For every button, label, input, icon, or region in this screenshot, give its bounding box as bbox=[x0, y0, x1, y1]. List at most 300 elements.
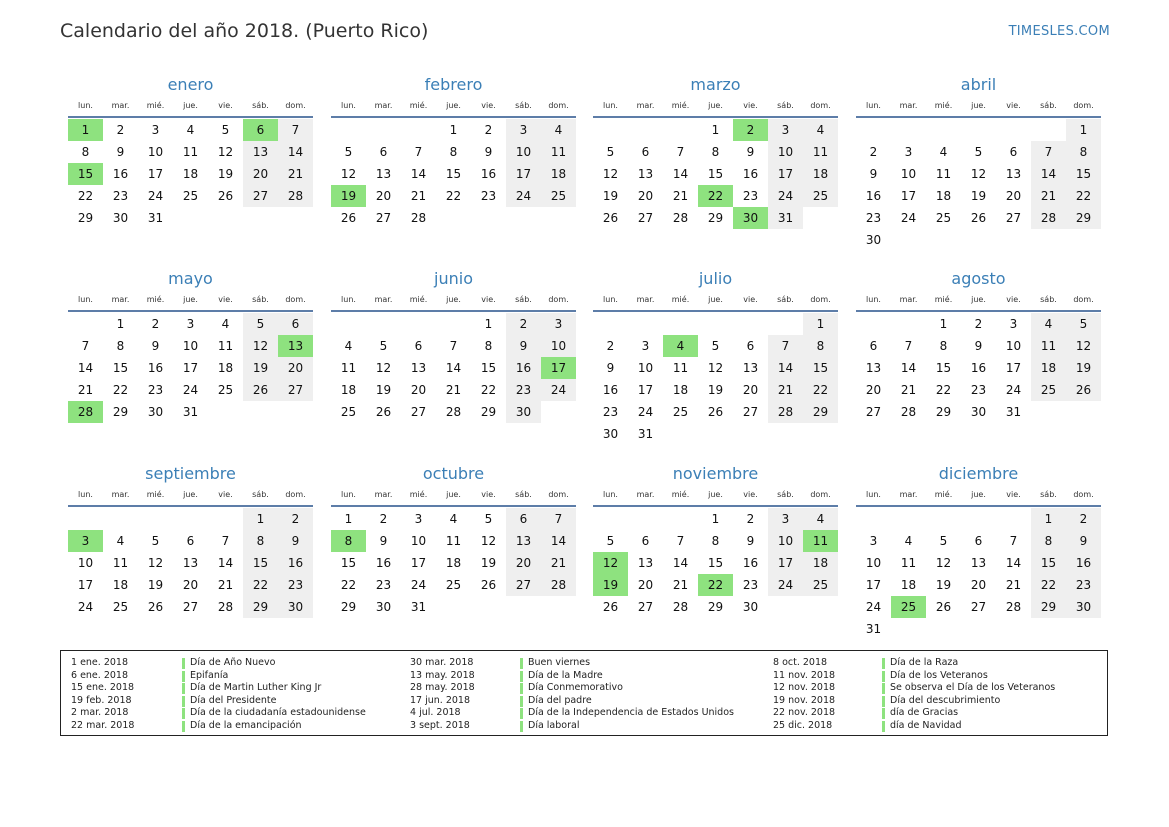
day-cell[interactable]: 19 bbox=[480, 556, 497, 570]
day-cell[interactable]: 2 bbox=[869, 145, 878, 159]
day-cell[interactable]: 15 bbox=[243, 552, 278, 574]
day-cell[interactable]: 1 bbox=[711, 123, 720, 137]
day-cell[interactable]: 24 bbox=[147, 189, 164, 203]
day-cell[interactable]: 7 bbox=[1031, 141, 1066, 163]
day-cell[interactable]: 17 bbox=[506, 163, 541, 185]
day-cell[interactable]: 15 bbox=[803, 357, 838, 379]
day-cell[interactable]: 3 bbox=[414, 512, 423, 526]
day-cell[interactable]: 15 bbox=[1031, 552, 1066, 574]
day-cell[interactable]: 3 bbox=[641, 339, 650, 353]
day-cell[interactable]: 31 bbox=[147, 211, 164, 225]
day-cell[interactable]: 25 bbox=[445, 578, 462, 592]
day-cell[interactable]: 5 bbox=[151, 534, 160, 548]
day-cell[interactable]: 22 bbox=[803, 379, 838, 401]
day-cell[interactable]: 6 bbox=[641, 534, 650, 548]
day-cell[interactable]: 11 bbox=[1031, 335, 1066, 357]
day-cell[interactable]: 19 bbox=[243, 357, 278, 379]
day-cell[interactable]: 23 bbox=[1066, 574, 1101, 596]
day-cell[interactable]: 14 bbox=[541, 530, 576, 552]
day-cell[interactable]: 29 bbox=[480, 405, 497, 419]
day-cell[interactable]: 17 bbox=[637, 383, 654, 397]
day-cell[interactable]: 9 bbox=[151, 339, 160, 353]
day-cell[interactable]: 18 bbox=[900, 578, 917, 592]
day-cell[interactable]: 30 bbox=[970, 405, 987, 419]
day-cell[interactable]: 26 bbox=[147, 600, 164, 614]
day-cell[interactable]: 18 bbox=[340, 383, 357, 397]
day-cell[interactable]: 4 bbox=[541, 119, 576, 141]
day-cell[interactable]: 16 bbox=[506, 357, 541, 379]
day-cell[interactable]: 26 bbox=[970, 211, 987, 225]
day-cell[interactable]: 10 bbox=[768, 141, 803, 163]
day-cell[interactable]: 24 bbox=[900, 211, 917, 225]
day-cell[interactable]: 19 bbox=[147, 578, 164, 592]
day-cell[interactable]: 8 bbox=[484, 339, 493, 353]
day-cell[interactable]: 1 bbox=[711, 512, 720, 526]
holiday-day-cell[interactable]: 13 bbox=[278, 335, 313, 357]
day-cell[interactable]: 5 bbox=[974, 145, 983, 159]
day-cell[interactable]: 25 bbox=[803, 574, 838, 596]
day-cell[interactable]: 11 bbox=[672, 361, 689, 375]
holiday-day-cell[interactable]: 25 bbox=[891, 596, 926, 618]
day-cell[interactable]: 11 bbox=[935, 167, 952, 181]
day-cell[interactable]: 1 bbox=[243, 508, 278, 530]
day-cell[interactable]: 5 bbox=[1066, 313, 1101, 335]
day-cell[interactable]: 22 bbox=[1031, 574, 1066, 596]
holiday-day-cell[interactable]: 28 bbox=[68, 401, 103, 423]
day-cell[interactable]: 27 bbox=[506, 574, 541, 596]
day-cell[interactable]: 19 bbox=[1066, 357, 1101, 379]
day-cell[interactable]: 14 bbox=[445, 361, 462, 375]
day-cell[interactable]: 15 bbox=[445, 167, 462, 181]
day-cell[interactable]: 14 bbox=[278, 141, 313, 163]
day-cell[interactable]: 22 bbox=[480, 383, 497, 397]
day-cell[interactable]: 7 bbox=[414, 145, 423, 159]
day-cell[interactable]: 8 bbox=[711, 145, 720, 159]
day-cell[interactable]: 30 bbox=[278, 596, 313, 618]
day-cell[interactable]: 10 bbox=[865, 556, 882, 570]
day-cell[interactable]: 8 bbox=[939, 339, 948, 353]
day-cell[interactable]: 24 bbox=[410, 578, 427, 592]
day-cell[interactable]: 10 bbox=[506, 141, 541, 163]
day-cell[interactable]: 20 bbox=[1005, 189, 1022, 203]
day-cell[interactable]: 12 bbox=[480, 534, 497, 548]
day-cell[interactable]: 30 bbox=[1066, 596, 1101, 618]
day-cell[interactable]: 12 bbox=[243, 335, 278, 357]
day-cell[interactable]: 8 bbox=[711, 534, 720, 548]
day-cell[interactable]: 26 bbox=[935, 600, 952, 614]
day-cell[interactable]: 13 bbox=[865, 361, 882, 375]
day-cell[interactable]: 19 bbox=[602, 189, 619, 203]
day-cell[interactable]: 27 bbox=[742, 405, 759, 419]
day-cell[interactable]: 11 bbox=[182, 145, 199, 159]
day-cell[interactable]: 4 bbox=[803, 119, 838, 141]
day-cell[interactable]: 20 bbox=[243, 163, 278, 185]
day-cell[interactable]: 2 bbox=[974, 317, 983, 331]
day-cell[interactable]: 22 bbox=[340, 578, 357, 592]
day-cell[interactable]: 18 bbox=[803, 163, 838, 185]
day-cell[interactable]: 31 bbox=[637, 427, 654, 441]
day-cell[interactable]: 17 bbox=[900, 189, 917, 203]
day-cell[interactable]: 28 bbox=[672, 211, 689, 225]
day-cell[interactable]: 17 bbox=[768, 163, 803, 185]
day-cell[interactable]: 24 bbox=[182, 383, 199, 397]
day-cell[interactable]: 20 bbox=[410, 383, 427, 397]
day-cell[interactable]: 16 bbox=[147, 361, 164, 375]
day-cell[interactable]: 27 bbox=[1005, 211, 1022, 225]
day-cell[interactable]: 17 bbox=[182, 361, 199, 375]
day-cell[interactable]: 26 bbox=[480, 578, 497, 592]
day-cell[interactable]: 13 bbox=[1005, 167, 1022, 181]
day-cell[interactable]: 27 bbox=[375, 211, 392, 225]
day-cell[interactable]: 3 bbox=[151, 123, 160, 137]
day-cell[interactable]: 28 bbox=[1005, 600, 1022, 614]
day-cell[interactable]: 25 bbox=[340, 405, 357, 419]
day-cell[interactable]: 6 bbox=[379, 145, 388, 159]
day-cell[interactable]: 6 bbox=[414, 339, 423, 353]
day-cell[interactable]: 15 bbox=[340, 556, 357, 570]
day-cell[interactable]: 25 bbox=[803, 185, 838, 207]
day-cell[interactable]: 11 bbox=[803, 141, 838, 163]
day-cell[interactable]: 19 bbox=[375, 383, 392, 397]
day-cell[interactable]: 23 bbox=[506, 379, 541, 401]
day-cell[interactable]: 15 bbox=[707, 556, 724, 570]
holiday-day-cell[interactable]: 30 bbox=[733, 207, 768, 229]
day-cell[interactable]: 17 bbox=[865, 578, 882, 592]
day-cell[interactable]: 16 bbox=[480, 167, 497, 181]
day-cell[interactable]: 4 bbox=[449, 512, 458, 526]
day-cell[interactable]: 19 bbox=[707, 383, 724, 397]
day-cell[interactable]: 7 bbox=[904, 339, 913, 353]
day-cell[interactable]: 4 bbox=[939, 145, 948, 159]
site-link[interactable]: TIMESLES.COM bbox=[1008, 24, 1110, 39]
day-cell[interactable]: 2 bbox=[379, 512, 388, 526]
day-cell[interactable]: 20 bbox=[742, 383, 759, 397]
day-cell[interactable]: 18 bbox=[935, 189, 952, 203]
day-cell[interactable]: 3 bbox=[1009, 317, 1018, 331]
day-cell[interactable]: 9 bbox=[484, 145, 493, 159]
day-cell[interactable]: 12 bbox=[375, 361, 392, 375]
day-cell[interactable]: 14 bbox=[768, 357, 803, 379]
day-cell[interactable]: 1 bbox=[939, 317, 948, 331]
day-cell[interactable]: 20 bbox=[865, 383, 882, 397]
day-cell[interactable]: 20 bbox=[637, 189, 654, 203]
day-cell[interactable]: 12 bbox=[217, 145, 234, 159]
day-cell[interactable]: 29 bbox=[112, 405, 129, 419]
holiday-day-cell[interactable]: 22 bbox=[698, 185, 733, 207]
day-cell[interactable]: 28 bbox=[445, 405, 462, 419]
day-cell[interactable]: 16 bbox=[112, 167, 129, 181]
day-cell[interactable]: 21 bbox=[410, 189, 427, 203]
day-cell[interactable]: 14 bbox=[410, 167, 427, 181]
day-cell[interactable]: 23 bbox=[742, 578, 759, 592]
day-cell[interactable]: 5 bbox=[711, 339, 720, 353]
day-cell[interactable]: 28 bbox=[900, 405, 917, 419]
day-cell[interactable]: 13 bbox=[506, 530, 541, 552]
day-cell[interactable]: 8 bbox=[116, 339, 125, 353]
day-cell[interactable]: 9 bbox=[869, 167, 878, 181]
day-cell[interactable]: 28 bbox=[278, 185, 313, 207]
day-cell[interactable]: 6 bbox=[869, 339, 878, 353]
day-cell[interactable]: 24 bbox=[506, 185, 541, 207]
day-cell[interactable]: 14 bbox=[77, 361, 94, 375]
day-cell[interactable]: 14 bbox=[1005, 556, 1022, 570]
day-cell[interactable]: 2 bbox=[278, 508, 313, 530]
day-cell[interactable]: 23 bbox=[112, 189, 129, 203]
day-cell[interactable]: 7 bbox=[221, 534, 230, 548]
day-cell[interactable]: 29 bbox=[1031, 596, 1066, 618]
day-cell[interactable]: 5 bbox=[221, 123, 230, 137]
holiday-day-cell[interactable]: 6 bbox=[243, 119, 278, 141]
day-cell[interactable]: 13 bbox=[637, 167, 654, 181]
day-cell[interactable]: 8 bbox=[449, 145, 458, 159]
day-cell[interactable]: 15 bbox=[935, 361, 952, 375]
day-cell[interactable]: 15 bbox=[1066, 163, 1101, 185]
day-cell[interactable]: 2 bbox=[606, 339, 615, 353]
day-cell[interactable]: 29 bbox=[803, 401, 838, 423]
day-cell[interactable]: 23 bbox=[602, 405, 619, 419]
day-cell[interactable]: 21 bbox=[1005, 578, 1022, 592]
day-cell[interactable]: 30 bbox=[865, 233, 882, 247]
day-cell[interactable]: 23 bbox=[147, 383, 164, 397]
day-cell[interactable]: 11 bbox=[900, 556, 917, 570]
day-cell[interactable]: 20 bbox=[375, 189, 392, 203]
day-cell[interactable]: 11 bbox=[340, 361, 357, 375]
day-cell[interactable]: 11 bbox=[541, 141, 576, 163]
holiday-day-cell[interactable]: 15 bbox=[68, 163, 103, 185]
day-cell[interactable]: 17 bbox=[768, 552, 803, 574]
day-cell[interactable]: 24 bbox=[1005, 383, 1022, 397]
day-cell[interactable]: 20 bbox=[637, 578, 654, 592]
day-cell[interactable]: 3 bbox=[506, 119, 541, 141]
day-cell[interactable]: 21 bbox=[77, 383, 94, 397]
day-cell[interactable]: 4 bbox=[221, 317, 230, 331]
day-cell[interactable]: 12 bbox=[935, 556, 952, 570]
day-cell[interactable]: 28 bbox=[217, 600, 234, 614]
day-cell[interactable]: 18 bbox=[217, 361, 234, 375]
day-cell[interactable]: 22 bbox=[112, 383, 129, 397]
day-cell[interactable]: 2 bbox=[484, 123, 493, 137]
day-cell[interactable]: 12 bbox=[340, 167, 357, 181]
day-cell[interactable]: 7 bbox=[81, 339, 90, 353]
day-cell[interactable]: 9 bbox=[746, 145, 755, 159]
day-cell[interactable]: 16 bbox=[865, 189, 882, 203]
day-cell[interactable]: 27 bbox=[243, 185, 278, 207]
day-cell[interactable]: 26 bbox=[340, 211, 357, 225]
day-cell[interactable]: 6 bbox=[746, 339, 755, 353]
day-cell[interactable]: 25 bbox=[112, 600, 129, 614]
day-cell[interactable]: 21 bbox=[900, 383, 917, 397]
day-cell[interactable]: 18 bbox=[803, 552, 838, 574]
day-cell[interactable]: 26 bbox=[602, 211, 619, 225]
day-cell[interactable]: 7 bbox=[449, 339, 458, 353]
day-cell[interactable]: 3 bbox=[186, 317, 195, 331]
day-cell[interactable]: 20 bbox=[506, 552, 541, 574]
day-cell[interactable]: 16 bbox=[375, 556, 392, 570]
day-cell[interactable]: 25 bbox=[182, 189, 199, 203]
day-cell[interactable]: 25 bbox=[935, 211, 952, 225]
day-cell[interactable]: 17 bbox=[1005, 361, 1022, 375]
day-cell[interactable]: 4 bbox=[803, 508, 838, 530]
day-cell[interactable]: 7 bbox=[768, 335, 803, 357]
day-cell[interactable]: 13 bbox=[375, 167, 392, 181]
day-cell[interactable]: 24 bbox=[768, 185, 803, 207]
day-cell[interactable]: 12 bbox=[707, 361, 724, 375]
day-cell[interactable]: 23 bbox=[480, 189, 497, 203]
day-cell[interactable]: 21 bbox=[278, 163, 313, 185]
day-cell[interactable]: 29 bbox=[1066, 207, 1101, 229]
day-cell[interactable]: 31 bbox=[768, 207, 803, 229]
day-cell[interactable]: 14 bbox=[672, 556, 689, 570]
day-cell[interactable]: 25 bbox=[217, 383, 234, 397]
day-cell[interactable]: 7 bbox=[676, 534, 685, 548]
day-cell[interactable]: 27 bbox=[410, 405, 427, 419]
day-cell[interactable]: 23 bbox=[278, 574, 313, 596]
day-cell[interactable]: 18 bbox=[672, 383, 689, 397]
day-cell[interactable]: 30 bbox=[147, 405, 164, 419]
day-cell[interactable]: 10 bbox=[541, 335, 576, 357]
day-cell[interactable]: 30 bbox=[602, 427, 619, 441]
day-cell[interactable]: 23 bbox=[742, 189, 759, 203]
day-cell[interactable]: 15 bbox=[707, 167, 724, 181]
day-cell[interactable]: 2 bbox=[506, 313, 541, 335]
day-cell[interactable]: 27 bbox=[637, 600, 654, 614]
day-cell[interactable]: 5 bbox=[344, 145, 353, 159]
day-cell[interactable]: 17 bbox=[147, 167, 164, 181]
day-cell[interactable]: 8 bbox=[243, 530, 278, 552]
day-cell[interactable]: 31 bbox=[182, 405, 199, 419]
day-cell[interactable]: 13 bbox=[637, 556, 654, 570]
day-cell[interactable]: 8 bbox=[1031, 530, 1066, 552]
day-cell[interactable]: 22 bbox=[1066, 185, 1101, 207]
day-cell[interactable]: 3 bbox=[904, 145, 913, 159]
day-cell[interactable]: 11 bbox=[217, 339, 234, 353]
day-cell[interactable]: 24 bbox=[865, 600, 882, 614]
day-cell[interactable]: 9 bbox=[606, 361, 615, 375]
day-cell[interactable]: 6 bbox=[186, 534, 195, 548]
day-cell[interactable]: 24 bbox=[77, 600, 94, 614]
day-cell[interactable]: 8 bbox=[81, 145, 90, 159]
day-cell[interactable]: 18 bbox=[445, 556, 462, 570]
day-cell[interactable]: 21 bbox=[445, 383, 462, 397]
day-cell[interactable]: 23 bbox=[375, 578, 392, 592]
day-cell[interactable]: 25 bbox=[1031, 379, 1066, 401]
day-cell[interactable]: 29 bbox=[77, 211, 94, 225]
holiday-day-cell[interactable]: 19 bbox=[593, 574, 628, 596]
day-cell[interactable]: 14 bbox=[672, 167, 689, 181]
day-cell[interactable]: 8 bbox=[803, 335, 838, 357]
holiday-day-cell[interactable]: 17 bbox=[541, 357, 576, 379]
day-cell[interactable]: 27 bbox=[278, 379, 313, 401]
day-cell[interactable]: 27 bbox=[637, 211, 654, 225]
day-cell[interactable]: 26 bbox=[602, 600, 619, 614]
day-cell[interactable]: 13 bbox=[742, 361, 759, 375]
day-cell[interactable]: 26 bbox=[243, 379, 278, 401]
day-cell[interactable]: 6 bbox=[1009, 145, 1018, 159]
day-cell[interactable]: 31 bbox=[410, 600, 427, 614]
holiday-day-cell[interactable]: 4 bbox=[663, 335, 698, 357]
day-cell[interactable]: 30 bbox=[112, 211, 129, 225]
day-cell[interactable]: 16 bbox=[1066, 552, 1101, 574]
day-cell[interactable]: 30 bbox=[375, 600, 392, 614]
day-cell[interactable]: 27 bbox=[182, 600, 199, 614]
day-cell[interactable]: 21 bbox=[672, 578, 689, 592]
day-cell[interactable]: 24 bbox=[768, 574, 803, 596]
day-cell[interactable]: 23 bbox=[970, 383, 987, 397]
day-cell[interactable]: 17 bbox=[77, 578, 94, 592]
day-cell[interactable]: 28 bbox=[768, 401, 803, 423]
day-cell[interactable]: 23 bbox=[865, 211, 882, 225]
day-cell[interactable]: 22 bbox=[243, 574, 278, 596]
day-cell[interactable]: 11 bbox=[445, 534, 462, 548]
day-cell[interactable]: 4 bbox=[116, 534, 125, 548]
day-cell[interactable]: 18 bbox=[541, 163, 576, 185]
day-cell[interactable]: 10 bbox=[1005, 339, 1022, 353]
day-cell[interactable]: 22 bbox=[935, 383, 952, 397]
day-cell[interactable]: 4 bbox=[1031, 313, 1066, 335]
day-cell[interactable]: 31 bbox=[1005, 405, 1022, 419]
day-cell[interactable]: 24 bbox=[541, 379, 576, 401]
day-cell[interactable]: 3 bbox=[869, 534, 878, 548]
holiday-day-cell[interactable]: 19 bbox=[331, 185, 366, 207]
day-cell[interactable]: 21 bbox=[672, 189, 689, 203]
day-cell[interactable]: 29 bbox=[935, 405, 952, 419]
day-cell[interactable]: 1 bbox=[484, 317, 493, 331]
day-cell[interactable]: 29 bbox=[340, 600, 357, 614]
day-cell[interactable]: 29 bbox=[707, 211, 724, 225]
day-cell[interactable]: 21 bbox=[1031, 185, 1066, 207]
day-cell[interactable]: 11 bbox=[112, 556, 129, 570]
day-cell[interactable]: 17 bbox=[410, 556, 427, 570]
day-cell[interactable]: 6 bbox=[506, 508, 541, 530]
day-cell[interactable]: 3 bbox=[768, 508, 803, 530]
day-cell[interactable]: 7 bbox=[278, 119, 313, 141]
day-cell[interactable]: 6 bbox=[974, 534, 983, 548]
day-cell[interactable]: 9 bbox=[278, 530, 313, 552]
day-cell[interactable]: 29 bbox=[243, 596, 278, 618]
day-cell[interactable]: 15 bbox=[112, 361, 129, 375]
day-cell[interactable]: 26 bbox=[375, 405, 392, 419]
day-cell[interactable]: 12 bbox=[970, 167, 987, 181]
day-cell[interactable]: 12 bbox=[147, 556, 164, 570]
day-cell[interactable]: 20 bbox=[182, 578, 199, 592]
day-cell[interactable]: 1 bbox=[116, 317, 125, 331]
day-cell[interactable]: 2 bbox=[1066, 508, 1101, 530]
day-cell[interactable]: 4 bbox=[904, 534, 913, 548]
day-cell[interactable]: 13 bbox=[182, 556, 199, 570]
day-cell[interactable]: 9 bbox=[379, 534, 388, 548]
day-cell[interactable]: 4 bbox=[186, 123, 195, 137]
day-cell[interactable]: 21 bbox=[768, 379, 803, 401]
day-cell[interactable]: 10 bbox=[900, 167, 917, 181]
day-cell[interactable]: 16 bbox=[742, 556, 759, 570]
day-cell[interactable]: 5 bbox=[606, 145, 615, 159]
day-cell[interactable]: 30 bbox=[506, 401, 541, 423]
day-cell[interactable]: 2 bbox=[746, 512, 755, 526]
holiday-day-cell[interactable]: 2 bbox=[733, 119, 768, 141]
day-cell[interactable]: 21 bbox=[217, 578, 234, 592]
day-cell[interactable]: 7 bbox=[541, 508, 576, 530]
day-cell[interactable]: 3 bbox=[768, 119, 803, 141]
holiday-day-cell[interactable]: 12 bbox=[593, 552, 628, 574]
day-cell[interactable]: 15 bbox=[480, 361, 497, 375]
holiday-day-cell[interactable]: 1 bbox=[68, 119, 103, 141]
day-cell[interactable]: 16 bbox=[742, 167, 759, 181]
day-cell[interactable]: 27 bbox=[970, 600, 987, 614]
day-cell[interactable]: 13 bbox=[243, 141, 278, 163]
day-cell[interactable]: 30 bbox=[742, 600, 759, 614]
day-cell[interactable]: 28 bbox=[410, 211, 427, 225]
day-cell[interactable]: 19 bbox=[935, 578, 952, 592]
